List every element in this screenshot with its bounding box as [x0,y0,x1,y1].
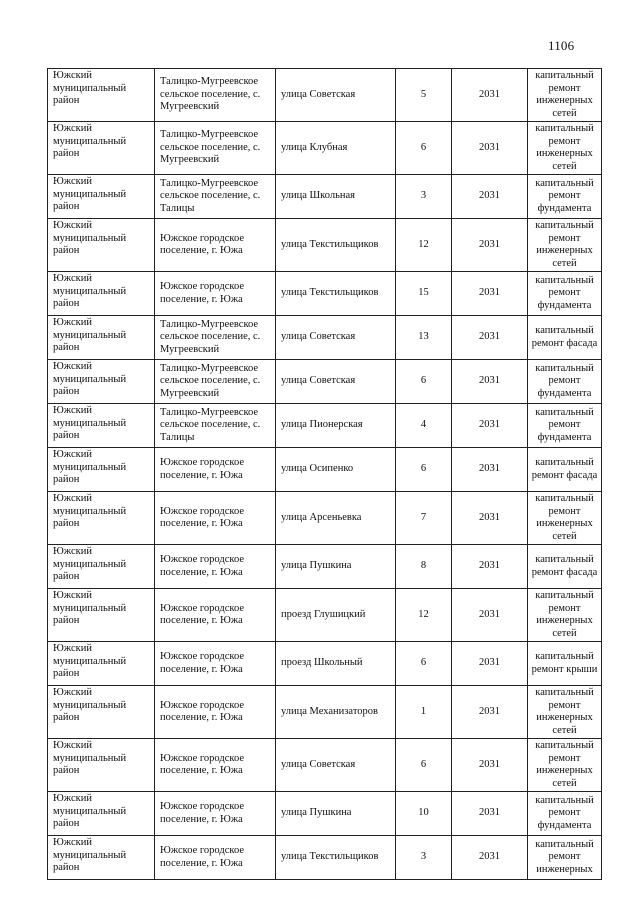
table-body [48,69,602,880]
settlement-cell: Южское городское поселение, г. Южа [155,589,276,642]
house-number-cell: 15 [396,272,452,316]
settlement-cell: Южское городское поселение, г. Южа [155,686,276,739]
work-type-cell: капитальный ремонт инженерных сетей [528,69,602,122]
table-row [48,589,602,642]
house-number-cell: 10 [396,792,452,836]
year-cell: 2031 [452,360,528,404]
district-cell: Южский муниципальный район [48,175,155,219]
settlement-cell: Южское городское поселение, г. Южа [155,792,276,836]
street-cell: проезд Глушицкий [276,589,396,642]
table-row [48,69,602,122]
house-number-cell: 8 [396,545,452,589]
table-row [48,316,602,360]
settlement-cell: Талицко-Мугреевское сельское поселение, с. Мугреевский [155,122,276,175]
work-type-cell: капитальный ремонт инженерных сетей [528,492,602,545]
work-type-cell: капитальный ремонт фундамента [528,272,602,316]
year-cell: 2031 [452,492,528,545]
settlement-cell: Талицко-Мугреевское сельское поселение, с. Мугреевский [155,360,276,404]
work-type-cell: капитальный ремонт фасада [528,448,602,492]
year-cell: 2031 [452,272,528,316]
work-type-cell: капитальный ремонт инженерных сетей [528,739,602,792]
year-cell: 2031 [452,404,528,448]
street-cell: улица Советская [276,360,396,404]
house-number-cell: 7 [396,492,452,545]
table-row [48,792,602,836]
district-cell: Южский муниципальный район [48,836,155,880]
table-row [48,175,602,219]
table-row [48,545,602,589]
house-number-cell: 6 [396,122,452,175]
street-cell: улица Советская [276,69,396,122]
settlement-cell: Южское городское поселение, г. Южа [155,219,276,272]
street-cell: улица Осипенко [276,448,396,492]
year-cell: 2031 [452,122,528,175]
house-number-cell: 6 [396,360,452,404]
house-number-cell: 4 [396,404,452,448]
house-number-cell: 12 [396,589,452,642]
table-row [48,404,602,448]
district-cell: Южский муниципальный район [48,686,155,739]
house-number-cell: 6 [396,739,452,792]
house-number-cell: 12 [396,219,452,272]
street-cell: улица Школьная [276,175,396,219]
street-cell: улица Советская [276,739,396,792]
settlement-cell: Талицко-Мугреевское сельское поселение, с. Талицы [155,404,276,448]
year-cell: 2031 [452,792,528,836]
work-type-cell: капитальный ремонт фундамента [528,404,602,448]
house-number-cell: 5 [396,69,452,122]
table-row [48,219,602,272]
table-row [48,739,602,792]
table-row [48,492,602,545]
work-type-cell: капитальный ремонт инженерных сетей [528,589,602,642]
district-cell: Южский муниципальный район [48,545,155,589]
work-type-cell: капитальный ремонт фундамента [528,792,602,836]
repair-schedule-table [47,68,602,880]
table-row [48,836,602,880]
settlement-cell: Южское городское поселение, г. Южа [155,448,276,492]
street-cell: проезд Школьный [276,642,396,686]
district-cell: Южский муниципальный район [48,219,155,272]
page-number: 1106 [548,38,575,53]
house-number-cell: 3 [396,836,452,880]
year-cell: 2031 [452,739,528,792]
year-cell: 2031 [452,175,528,219]
street-cell: улица Текстильщиков [276,836,396,880]
street-cell: улица Текстильщиков [276,272,396,316]
house-number-cell: 13 [396,316,452,360]
district-cell: Южский муниципальный район [48,589,155,642]
settlement-cell: Южское городское поселение, г. Южа [155,836,276,880]
street-cell: улица Пушкина [276,545,396,589]
house-number-cell: 3 [396,175,452,219]
year-cell: 2031 [452,642,528,686]
district-cell: Южский муниципальный район [48,404,155,448]
house-number-cell: 6 [396,448,452,492]
year-cell: 2031 [452,545,528,589]
settlement-cell: Южское городское поселение, г. Южа [155,272,276,316]
street-cell: улица Пушкина [276,792,396,836]
settlement-cell: Южское городское поселение, г. Южа [155,545,276,589]
district-cell: Южский муниципальный район [48,316,155,360]
street-cell: улица Арсеньевка [276,492,396,545]
work-type-cell: капитальный ремонт крыши [528,642,602,686]
street-cell: улица Механизаторов [276,686,396,739]
work-type-cell: капитальный ремонт инженерных сетей [528,686,602,739]
work-type-cell: капитальный ремонт инженерных [528,836,602,880]
district-cell: Южский муниципальный район [48,642,155,686]
settlement-cell: Талицко-Мугреевское сельское поселение, с. Мугреевский [155,316,276,360]
year-cell: 2031 [452,219,528,272]
house-number-cell: 6 [396,642,452,686]
settlement-cell: Талицко-Мугреевское сельское поселение, с. Талицы [155,175,276,219]
work-type-cell: капитальный ремонт фундамента [528,175,602,219]
table-row [48,642,602,686]
table-row [48,272,602,316]
year-cell: 2031 [452,836,528,880]
street-cell: улица Советская [276,316,396,360]
work-type-cell: капитальный ремонт фасада [528,545,602,589]
district-cell: Южский муниципальный район [48,792,155,836]
year-cell: 2031 [452,316,528,360]
district-cell: Южский муниципальный район [48,360,155,404]
table-row [48,360,602,404]
table-row [48,448,602,492]
settlement-cell: Южское городское поселение, г. Южа [155,492,276,545]
year-cell: 2031 [452,69,528,122]
year-cell: 2031 [452,589,528,642]
street-cell: улица Клубная [276,122,396,175]
settlement-cell: Талицко-Мугреевское сельское поселение, с. Мугреевский [155,69,276,122]
house-number-cell: 1 [396,686,452,739]
work-type-cell: капитальный ремонт инженерных сетей [528,219,602,272]
year-cell: 2031 [452,448,528,492]
table-row [48,122,602,175]
street-cell: улица Пионерская [276,404,396,448]
year-cell: 2031 [452,686,528,739]
work-type-cell: капитальный ремонт инженерных сетей [528,122,602,175]
settlement-cell: Южское городское поселение, г. Южа [155,642,276,686]
district-cell: Южский муниципальный район [48,492,155,545]
district-cell: Южский муниципальный район [48,272,155,316]
district-cell: Южский муниципальный район [48,448,155,492]
district-cell: Южский муниципальный район [48,69,155,122]
district-cell: Южский муниципальный район [48,122,155,175]
street-cell: улица Текстильщиков [276,219,396,272]
district-cell: Южский муниципальный район [48,739,155,792]
work-type-cell: капитальный ремонт фундамента [528,360,602,404]
table-row [48,686,602,739]
settlement-cell: Южское городское поселение, г. Южа [155,739,276,792]
work-type-cell: капитальный ремонт фасада [528,316,602,360]
